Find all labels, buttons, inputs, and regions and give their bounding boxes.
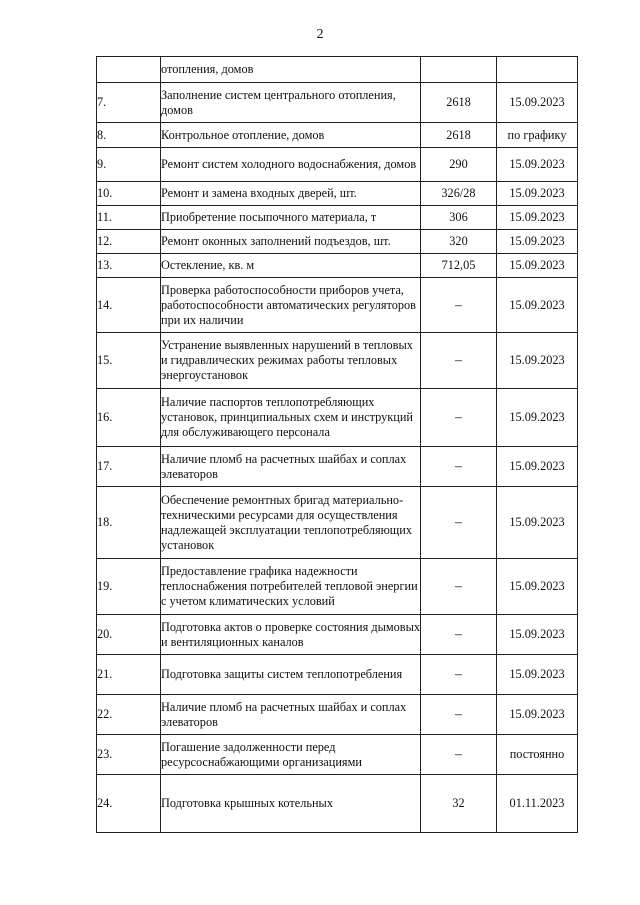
row-description: Устранение выявленных нарушений в тепловых и гидравлических режимах работы тепловых энергоустановок <box>161 333 421 389</box>
table-row <box>97 333 578 389</box>
row-number: 19. <box>97 559 161 615</box>
row-deadline: 15.09.2023 <box>497 559 578 615</box>
row-quantity: – <box>421 695 497 735</box>
page-number: 2 <box>316 27 324 42</box>
row-quantity: – <box>421 389 497 447</box>
row-number: 8. <box>97 123 161 148</box>
table-row <box>97 57 578 83</box>
row-description: Наличие пломб на расчетных шайбах и соплах элеваторов <box>161 447 421 487</box>
row-description: Погашение задолженности перед ресурсоснабжающими организациями <box>161 735 421 775</box>
table-row <box>97 254 578 278</box>
row-deadline: 15.09.2023 <box>497 487 578 559</box>
row-number: 12. <box>97 230 161 254</box>
row-quantity: 2618 <box>421 83 497 123</box>
row-number <box>97 57 161 83</box>
row-number: 22. <box>97 695 161 735</box>
row-deadline: 15.09.2023 <box>497 655 578 695</box>
row-quantity: – <box>421 735 497 775</box>
row-description: Заполнение систем центрального отопления, домов <box>161 83 421 123</box>
row-number: 14. <box>97 278 161 333</box>
row-description: Наличие паспортов теплопотребляющих установок, принципиальных схем и инструкций для обслуживающего персонала <box>161 389 421 447</box>
row-quantity: 306 <box>421 206 497 230</box>
row-description: Остекление, кв. м <box>161 254 421 278</box>
row-deadline: 15.09.2023 <box>497 695 578 735</box>
row-quantity: – <box>421 278 497 333</box>
row-quantity <box>421 57 497 83</box>
table-row <box>97 148 578 182</box>
row-description: Подготовка крышных котельных <box>161 775 421 833</box>
row-deadline: 15.09.2023 <box>497 389 578 447</box>
table-row <box>97 83 578 123</box>
row-number: 13. <box>97 254 161 278</box>
row-number: 23. <box>97 735 161 775</box>
row-number: 18. <box>97 487 161 559</box>
row-number: 15. <box>97 333 161 389</box>
row-deadline: по графику <box>497 123 578 148</box>
row-quantity: – <box>421 333 497 389</box>
row-description: Обеспечение ремонтных бригад материально-техническими ресурсами для осуществления надлежащей эксплуатации теплопотребляющих установок <box>161 487 421 559</box>
table-row <box>97 487 578 559</box>
row-deadline: 15.09.2023 <box>497 615 578 655</box>
row-deadline: 15.09.2023 <box>497 254 578 278</box>
row-quantity: – <box>421 559 497 615</box>
row-description: отопления, домов <box>161 57 421 83</box>
row-description: Ремонт оконных заполнений подъездов, шт. <box>161 230 421 254</box>
row-deadline: 15.09.2023 <box>497 206 578 230</box>
table-row <box>97 735 578 775</box>
row-number: 20. <box>97 615 161 655</box>
row-number: 21. <box>97 655 161 695</box>
row-description: Контрольное отопление, домов <box>161 123 421 148</box>
row-number: 16. <box>97 389 161 447</box>
table-row <box>97 655 578 695</box>
row-description: Подготовка защиты систем теплопотребления <box>161 655 421 695</box>
row-deadline: 15.09.2023 <box>497 333 578 389</box>
row-number: 17. <box>97 447 161 487</box>
row-quantity: 290 <box>421 148 497 182</box>
row-deadline: 15.09.2023 <box>497 230 578 254</box>
row-quantity: 320 <box>421 230 497 254</box>
row-deadline <box>497 57 578 83</box>
row-number: 7. <box>97 83 161 123</box>
table-row <box>97 182 578 206</box>
row-deadline: постоянно <box>497 735 578 775</box>
row-quantity: 32 <box>421 775 497 833</box>
row-deadline: 15.09.2023 <box>497 182 578 206</box>
table-row <box>97 559 578 615</box>
table-row <box>97 123 578 148</box>
row-quantity: – <box>421 487 497 559</box>
row-description: Приобретение посыпочного материала, т <box>161 206 421 230</box>
row-number: 10. <box>97 182 161 206</box>
row-description: Ремонт и замена входных дверей, шт. <box>161 182 421 206</box>
row-quantity: 712,05 <box>421 254 497 278</box>
row-description: Проверка работоспособности приборов учета, работоспособности автоматических регуляторов при их наличии <box>161 278 421 333</box>
row-number: 9. <box>97 148 161 182</box>
table-row <box>97 230 578 254</box>
table-row <box>97 206 578 230</box>
table-row <box>97 775 578 833</box>
row-number: 24. <box>97 775 161 833</box>
row-deadline: 15.09.2023 <box>497 278 578 333</box>
row-quantity: – <box>421 615 497 655</box>
table-row <box>97 695 578 735</box>
row-quantity: – <box>421 655 497 695</box>
table-row <box>97 389 578 447</box>
row-deadline: 01.11.2023 <box>497 775 578 833</box>
table-row <box>97 615 578 655</box>
table-row <box>97 278 578 333</box>
table-row <box>97 447 578 487</box>
row-description: Ремонт систем холодного водоснабжения, домов <box>161 148 421 182</box>
row-deadline: 15.09.2023 <box>497 83 578 123</box>
row-quantity: 326/28 <box>421 182 497 206</box>
row-description: Наличие пломб на расчетных шайбах и соплах элеваторов <box>161 695 421 735</box>
row-description: Предоставление графика надежности теплоснабжения потребителей тепловой энергии с учетом климатических условий <box>161 559 421 615</box>
row-deadline: 15.09.2023 <box>497 148 578 182</box>
work-plan-table <box>96 56 578 833</box>
row-number: 11. <box>97 206 161 230</box>
row-quantity: – <box>421 447 497 487</box>
row-deadline: 15.09.2023 <box>497 447 578 487</box>
row-quantity: 2618 <box>421 123 497 148</box>
row-description: Подготовка актов о проверке состояния дымовых и вентиляционных каналов <box>161 615 421 655</box>
